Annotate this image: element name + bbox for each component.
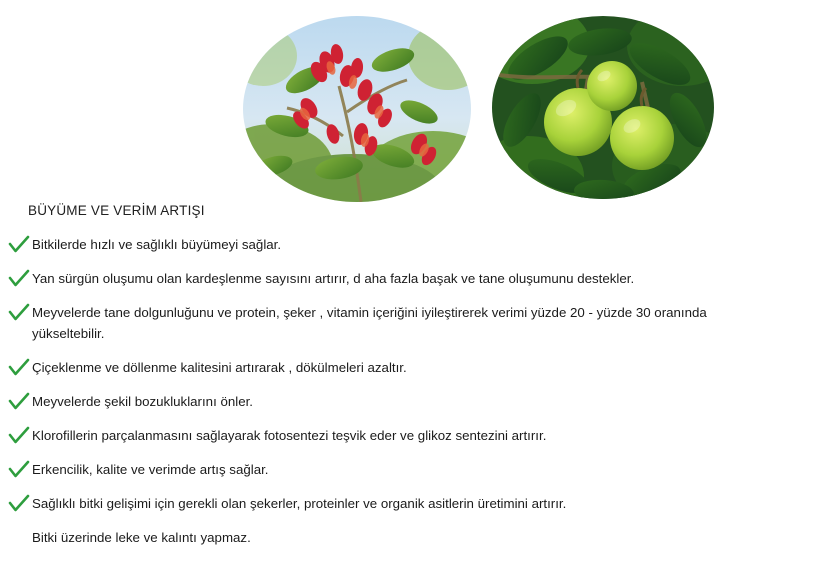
- apple-photo: [492, 16, 714, 199]
- list-item: [0, 493, 825, 514]
- pistachio-photo: [243, 16, 471, 202]
- list-item: [0, 459, 825, 480]
- list-item: [0, 234, 825, 255]
- list-item: [0, 302, 825, 344]
- list-item: [0, 268, 825, 289]
- check-icon: [8, 460, 30, 480]
- list-item-text: Yan sürgün oluşumu olan kardeşlenme sayısını artırır, d aha fazla başak ve tane oluşumunu destekler.: [32, 271, 635, 286]
- check-icon: [8, 303, 30, 323]
- list-item-text: Bitkilerde hızlı ve sağlıklı büyümeyi sağlar.: [32, 237, 282, 252]
- list-item-text: Sağlıklı bitki gelişimi için gerekli olan şekerler, proteinler ve organik asitlerin üretimini artırır.: [32, 496, 567, 511]
- image-row: [0, 8, 825, 198]
- list-item: [0, 391, 825, 412]
- list-item: [0, 527, 825, 548]
- list-item-text: Meyvelerde şekil bozukluklarını önler.: [32, 394, 253, 409]
- check-icon: [8, 269, 30, 289]
- list-item-text: Meyvelerde tane dolgunluğunu ve protein, şeker , vitamin içeriğini iyileştirerek verimi yüzde 20 - yüzde 30 oranında yükseltebilir.: [32, 305, 707, 341]
- no-marker: [8, 528, 30, 548]
- check-icon: [8, 426, 30, 446]
- list-item-text: Klorofillerin parçalanmasını sağlayarak fotosentezi teşvik eder ve glikoz sentezini artırır.: [32, 428, 547, 443]
- list-item-text: Erkencilik, kalite ve verimde artış sağlar.: [32, 462, 269, 477]
- check-icon: [8, 235, 30, 255]
- page-title: BÜYÜME VE VERİM ARTIŞI: [28, 203, 205, 218]
- benefits-list: [0, 234, 825, 561]
- list-item: [0, 425, 825, 446]
- check-icon: [8, 358, 30, 378]
- check-icon: [8, 494, 30, 514]
- list-item: [0, 357, 825, 378]
- list-item-text: Bitki üzerinde leke ve kalıntı yapmaz.: [32, 530, 251, 545]
- check-icon: [8, 392, 30, 412]
- list-item-text: Çiçeklenme ve döllenme kalitesini artırarak , dökülmeleri azaltır.: [32, 360, 407, 375]
